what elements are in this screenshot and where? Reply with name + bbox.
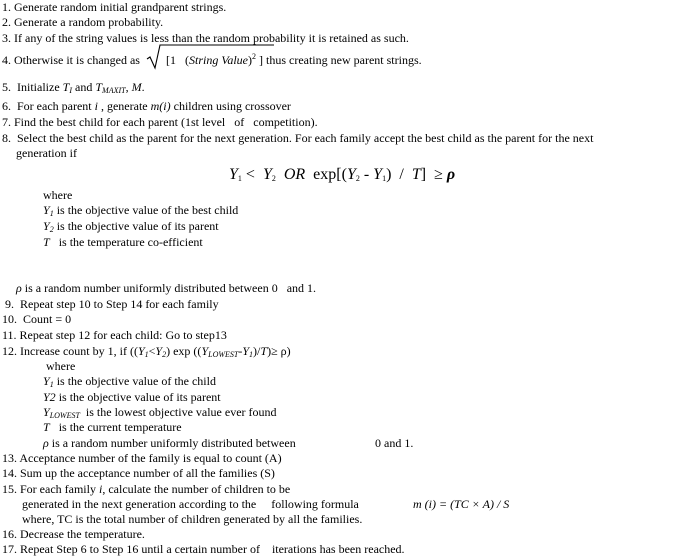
where-y2-parent: $Y_2$ is the objective value of its parent bbox=[43, 219, 219, 234]
where-y1-best-child: $Y_1$ is the objective value of the best child bbox=[43, 203, 239, 218]
step-4-formula: [1 (String Value)$^2$ ] thus creating new parent strings. bbox=[166, 52, 422, 67]
step-10: 10. Count = 0 bbox=[2, 312, 72, 326]
where-label-1: where bbox=[43, 188, 73, 202]
step-2: 2. Generate a random probability. bbox=[2, 15, 164, 29]
where-y-lowest: $Y_{LOWEST}$ is the lowest objective value ever found bbox=[43, 405, 277, 420]
step-5: 5. Initialize $T_I$ and $T_{MAXIT}$, M. bbox=[2, 80, 145, 95]
step-1: 1. Generate random initial grandparent strings. bbox=[2, 0, 227, 14]
step-16: 16. Decrease the temperature. bbox=[2, 527, 145, 541]
step-14: 14. Sum up the acceptance number of all the families (S) bbox=[2, 466, 275, 480]
step-12: 12. Increase count by 1, if ($(Y_1<Y_2)$ $\exp ((Y_{LOWEST}-Y_1)/T)\ge \rho$) bbox=[2, 344, 291, 359]
step-11: 11. Repeat step 12 for each child: Go to step13 bbox=[2, 328, 227, 342]
step-13: 13. Acceptance number of the family is equal to count (A) bbox=[2, 451, 282, 465]
rho-definition: ρ is a random number uniformly distributed between 0 and 1. bbox=[16, 281, 317, 295]
where-t-coefficient: T is the temperature co-efficient bbox=[43, 235, 203, 249]
where-label-2: where bbox=[46, 359, 76, 373]
children-formula: m (i) = (TC × A) / S bbox=[413, 497, 510, 511]
step-17: 17. Repeat Step 6 to Step 16 until a certain number of iterations has been reached. bbox=[2, 542, 405, 556]
where-y1-child: $Y_1$ is the objective value of the child bbox=[43, 374, 216, 389]
step-8-line-1: 8. Select the best child as the parent for the next generation. For each family accept the best child as the parent for the next bbox=[2, 131, 594, 145]
step-6: 6. For each parent i , generate m(i) children using crossover bbox=[2, 99, 291, 113]
step-15-line-2: generated in the next generation according to the following formula bbox=[22, 497, 359, 511]
step-15-line-1: 15. For each family i, calculate the number of children to be bbox=[2, 482, 291, 496]
step-15-line-3: where, TC is the total number of children generated by all the families. bbox=[22, 512, 363, 526]
step-4-prefix: 4. Otherwise it is changed as bbox=[2, 53, 143, 67]
where-rho: ρ is a random number uniformly distributed between bbox=[43, 436, 296, 450]
step-7: 7. Find the best child for each parent (1st level of competition). bbox=[2, 115, 318, 129]
step-9: 9. Repeat step 10 to Step 14 for each family bbox=[2, 297, 219, 311]
acceptance-equation: $Y_1 < Y_2$ OR $\exp[(Y_2 - Y_1) / T] \ge \rho$ bbox=[229, 166, 456, 183]
where-rho-range: 0 and 1. bbox=[375, 436, 414, 450]
where-y2-parent-2: Y2 is the objective value of its parent bbox=[43, 390, 221, 404]
step-3: 3. If any of the string values is less than the random probability it is retained as such. bbox=[2, 31, 409, 45]
step-8-line-2: generation if bbox=[16, 146, 77, 160]
where-t-current: T is the current temperature bbox=[43, 420, 182, 434]
